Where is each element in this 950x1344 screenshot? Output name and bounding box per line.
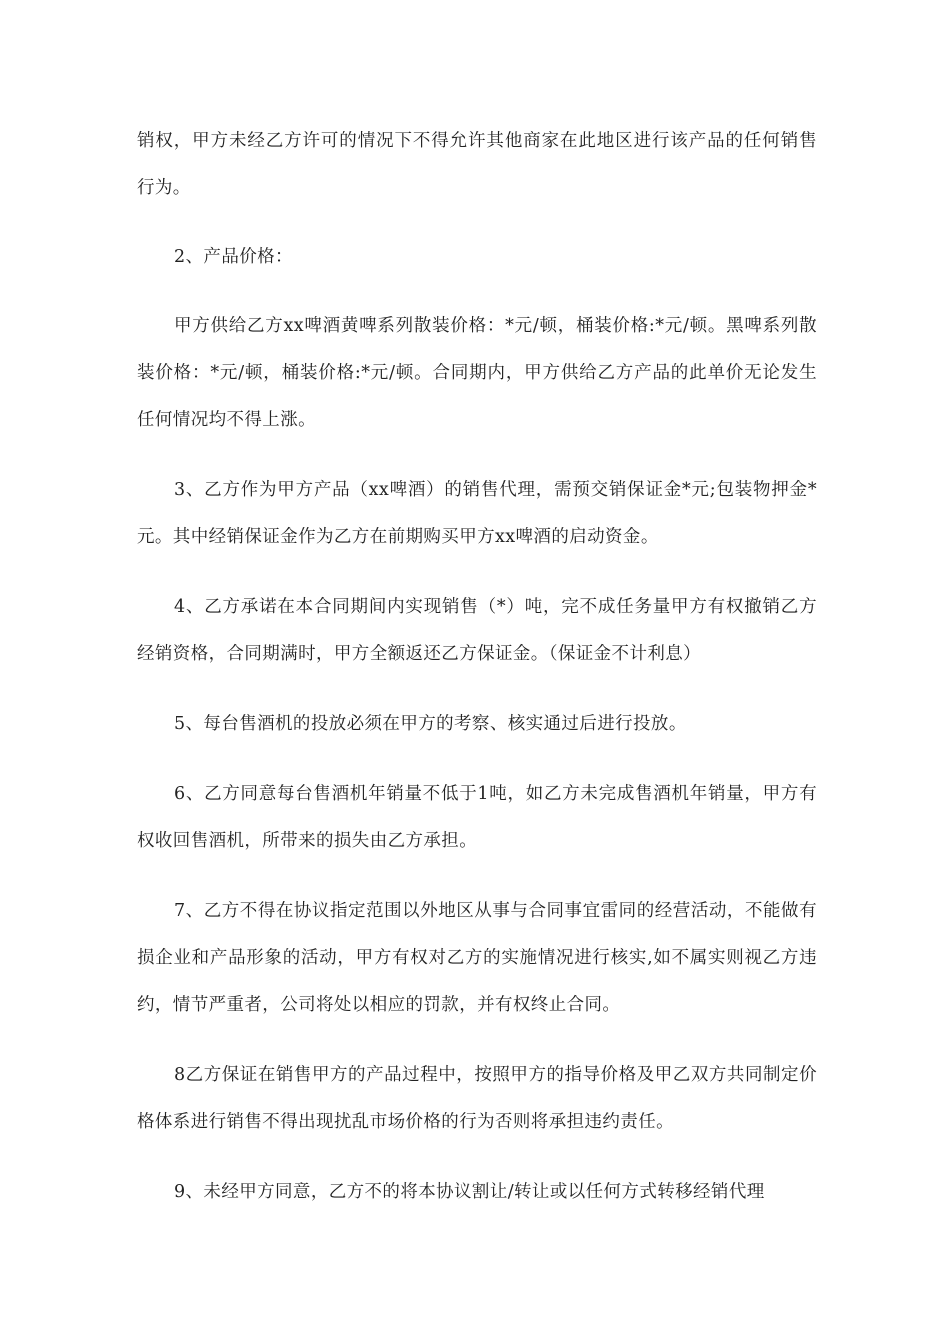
paragraph-product-price: 甲方供给乙方xx啤酒黄啤系列散装价格：*元/顿，桶装价格:*元/顿。黑啤系列散装价格：*元/顿，桶装价格:*元/顿。合同期内，甲方供给乙方产品的此单价无论发生任何情况均不得上涨。 [137,316,817,430]
paragraph-clause-4: 4、乙方承诺在本合同期间内实现销售（*）吨，完不成任务量甲方有权撤销乙方经销资格，合同期满时，甲方全额返还乙方保证金。（保证金不计利息） [137,597,817,664]
paragraph-clause-9: 9、未经甲方同意，乙方不的将本协议割让/转让或以任何方式转移经销代理 [174,1182,765,1202]
paragraph-clause-6: 6、乙方同意每台售酒机年销量不低于1吨，如乙方未完成售酒机年销量，甲方有权收回售酒机，所带来的损失由乙方承担。 [137,784,817,851]
paragraph-clause-8: 8乙方保证在销售甲方的产品过程中，按照甲方的指导价格及甲乙双方共同制定价格体系进行销售不得出现扰乱市场价格的行为否则将承担违约责任。 [137,1065,817,1132]
paragraph-continuation: 销权，甲方未经乙方许可的情况下不得允许其他商家在此地区进行该产品的任何销售行为。 [137,131,817,198]
paragraph-clause-5: 5、每台售酒机的投放必须在甲方的考察、核实通过后进行投放。 [174,714,687,734]
paragraph-clause-2-heading: 2、产品价格： [174,247,293,267]
document-body [137,118,817,1216]
paragraph-clause-7: 7、乙方不得在协议指定范围以外地区从事与合同事宜雷同的经营活动，不能做有损企业和产品形象的活动，甲方有权对乙方的实施情况进行核实,如不属实则视乙方违约，情节严重者，公司将处以相应的罚款，并有权终止合同。 [137,901,817,1015]
paragraph-clause-3: 3、乙方作为甲方产品（xx啤酒）的销售代理，需预交销保证金*元;包装物押金*元。其中经销保证金作为乙方在前期购买甲方xx啤酒的启动资金。 [137,480,817,547]
